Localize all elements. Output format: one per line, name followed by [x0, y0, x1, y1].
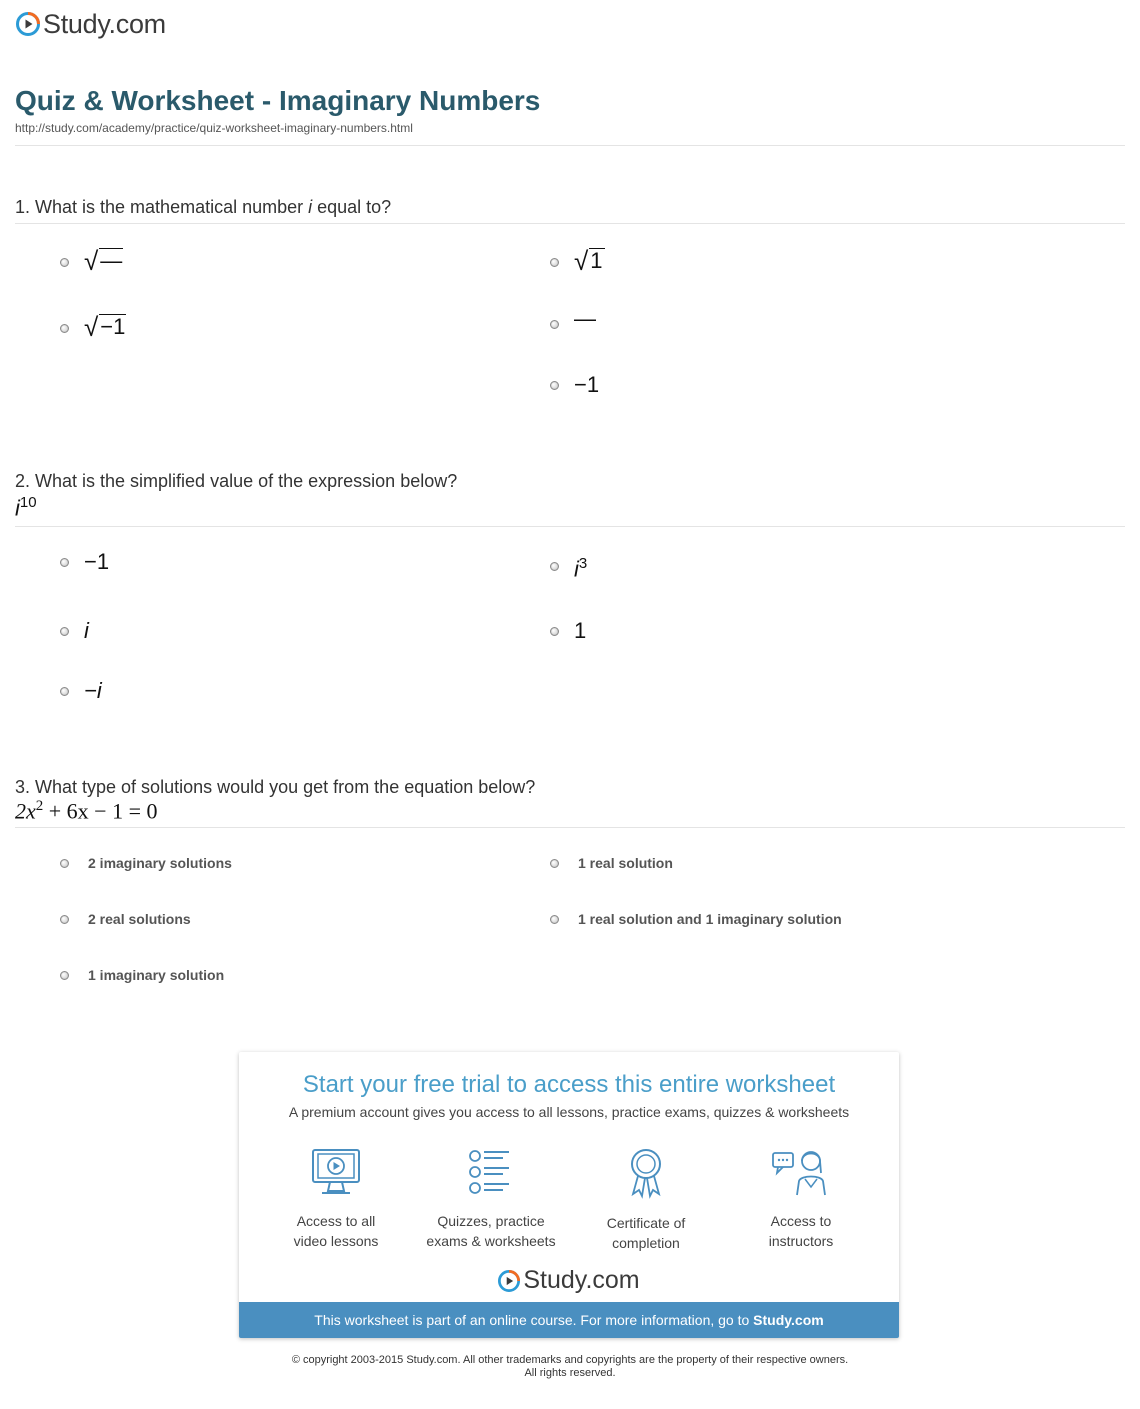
feature-label: Access to all video lessons	[293, 1213, 379, 1249]
feature-label: Quizzes, practice exams & worksheets	[426, 1213, 556, 1249]
option-label: 1 imaginary solution	[88, 967, 225, 983]
copyright-footer	[0, 1354, 1140, 1380]
option-label: 1 real solution	[578, 855, 673, 871]
option-label: 2 imaginary solutions	[88, 855, 232, 871]
radio-button[interactable]	[60, 324, 69, 333]
divider	[15, 827, 1125, 828]
promo-footer-bar: This worksheet is part of an online course. For more information, go to Study.com	[239, 1302, 899, 1338]
logo-wordmark: Study.com	[43, 9, 166, 39]
feature-label: Certificate of completion	[606, 1215, 686, 1251]
q1-option-e[interactable]	[550, 372, 599, 398]
feature-label: Access to instructors	[768, 1213, 834, 1249]
page-title: Quiz & Worksheet - Imaginary Numbers	[15, 85, 541, 116]
play-logo-icon	[16, 12, 40, 36]
promo-study-logo[interactable]	[239, 1266, 899, 1295]
radio-button[interactable]	[60, 258, 69, 267]
option-label: 1 real solution and 1 imaginary solution	[578, 911, 842, 927]
play-logo-icon	[498, 1270, 520, 1292]
q1-option-a[interactable]	[60, 248, 123, 276]
radio-button[interactable]	[550, 627, 559, 636]
q2-option-c[interactable]	[60, 618, 89, 644]
q2-option-a[interactable]	[60, 549, 109, 575]
radio-button[interactable]	[60, 687, 69, 696]
q3-option-b[interactable]	[550, 855, 673, 871]
q2-option-d[interactable]	[550, 618, 586, 644]
q1-option-c[interactable]	[60, 314, 126, 342]
option-math: √ 1	[574, 248, 605, 276]
divider	[15, 145, 1125, 146]
checklist-icon	[465, 1147, 517, 1197]
feature-video-lessons	[256, 1147, 416, 1251]
option-math: 1	[574, 618, 587, 643]
option-math: $i^3$	[574, 555, 588, 582]
radio-button[interactable]	[550, 915, 559, 924]
feature-quizzes	[411, 1147, 571, 1251]
q1-option-b[interactable]	[550, 248, 605, 276]
option-math: √ −1	[84, 312, 126, 342]
copyright-line: © copyright 2003-2015 Study.com. All other trademarks and copyrights are the property of their respective owners.	[291, 1354, 849, 1366]
question-2-title: 2. What is the simplified value of the expression below?	[15, 471, 458, 491]
award-ribbon-icon	[620, 1147, 672, 1199]
q3-option-c[interactable]	[60, 911, 191, 927]
feature-instructors	[721, 1147, 881, 1251]
radio-button[interactable]	[60, 915, 69, 924]
radio-button[interactable]	[60, 627, 69, 636]
option-math: —	[574, 306, 596, 331]
radio-button[interactable]	[550, 320, 559, 329]
radio-button[interactable]	[550, 859, 559, 868]
question-2-expression: $i^{10}$	[15, 494, 37, 521]
radio-button[interactable]	[60, 558, 69, 567]
question-1-title: 1. What is the mathematical number i equal to?	[15, 197, 392, 217]
question-3-expression: $2x^2 + 6x - 1 = 0$	[15, 798, 158, 824]
feature-certificate	[566, 1147, 726, 1253]
divider	[15, 223, 1125, 224]
radio-button[interactable]	[60, 859, 69, 868]
radio-button[interactable]	[550, 258, 559, 267]
option-math: i	[84, 618, 89, 643]
option-label: 2 real solutions	[88, 911, 191, 927]
option-math: √ —	[84, 246, 123, 276]
q1-option-d[interactable]	[550, 306, 596, 332]
promo-title[interactable]: Start your free trial to access this entire worksheet	[302, 1071, 836, 1098]
q3-option-a[interactable]	[60, 855, 232, 871]
option-math: −i	[84, 678, 102, 703]
radio-button[interactable]	[550, 381, 559, 390]
radio-button[interactable]	[550, 562, 559, 571]
free-trial-promo	[239, 1052, 899, 1338]
video-monitor-icon	[310, 1147, 362, 1197]
option-math: −1	[84, 549, 110, 574]
radio-button[interactable]	[60, 971, 69, 980]
q3-option-d[interactable]	[550, 911, 842, 927]
promo-subtitle: A premium account gives you access to all lessons, practice exams, quizzes & worksheets	[288, 1104, 850, 1120]
divider	[15, 526, 1125, 527]
q2-option-b[interactable]	[550, 551, 587, 582]
option-math: −1	[574, 372, 600, 397]
rights-line: All rights reserved.	[524, 1367, 616, 1379]
q2-option-e[interactable]	[60, 678, 102, 704]
study-logo[interactable]	[16, 9, 166, 39]
logo-wordmark: Study.com	[523, 1266, 640, 1294]
instructor-chat-icon	[771, 1147, 831, 1197]
q3-option-e[interactable]	[60, 967, 224, 983]
page-url: http://study.com/academy/practice/quiz-worksheet-imaginary-numbers.html	[15, 121, 413, 135]
study-link[interactable]: Study.com	[753, 1312, 824, 1328]
question-3-title: 3. What type of solutions would you get from the equation below?	[15, 777, 536, 797]
